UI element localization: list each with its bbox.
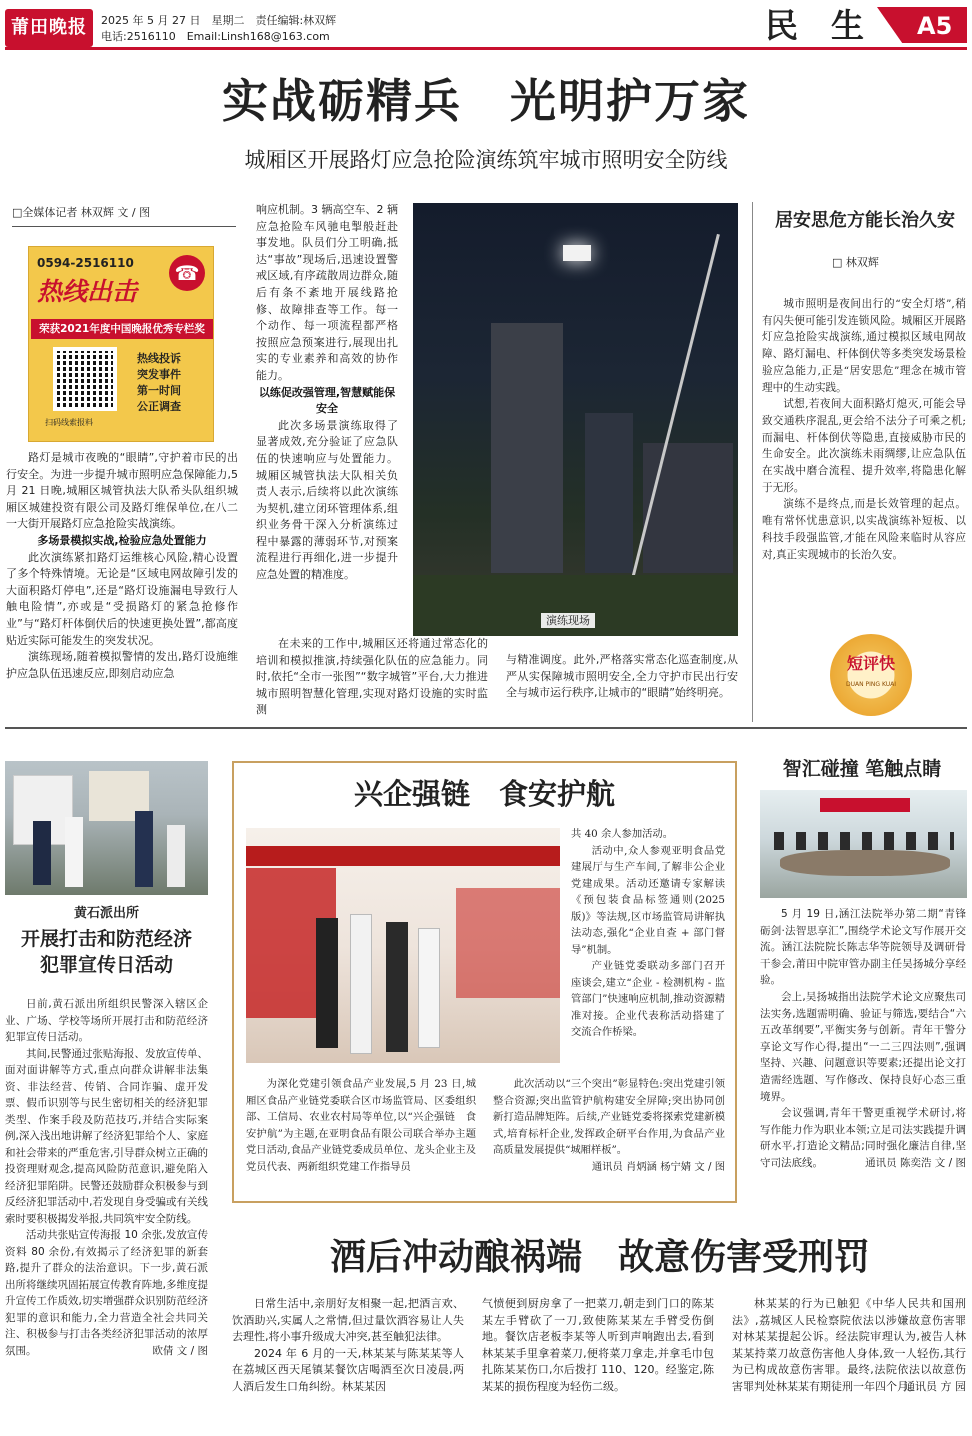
masthead xyxy=(5,5,967,49)
paragraph: 日前,黄石派出所组织民警深入辖区企业、广场、学校等场所开展打击和防范经济犯罪宣传日活动。 xyxy=(5,998,208,1043)
case-column-2 xyxy=(482,1296,714,1396)
section-name: 民 生 xyxy=(765,6,864,45)
byline-rule xyxy=(12,226,236,227)
lead-subhead-1: 多场景模拟实战,检验应急处置能力 xyxy=(37,533,207,547)
paragraph: 演练现场,随着模拟警情的发出,路灯设施维护应急队伍迅速反应,即刻启动应急 xyxy=(6,650,238,680)
paragraph: 与精准调度。此外,严格落实常态化巡查制度,从严从实保障城市照明安全,全力守护市民出行安全与城市运行秩序,让城市的“眼睛”始终明亮。 xyxy=(506,653,738,700)
hotline-box xyxy=(28,246,214,442)
hotline-title: 热线出击 xyxy=(37,277,138,306)
section-rule xyxy=(5,727,967,729)
photo-caption: 演练现场 xyxy=(541,613,595,628)
lead-subheadline: 城厢区开展路灯应急抢险演练筑牢城市照明安全防线 xyxy=(244,148,728,172)
court-credit: 通讯员 陈奕浩 文 / 图 xyxy=(865,1156,966,1169)
hotline-item: 突发事件 xyxy=(137,368,181,381)
qr-code xyxy=(53,347,117,411)
police-title-line-2: 犯罪宣传日活动 xyxy=(39,954,173,976)
paragraph: 会上,吴扬城指出法院学术论文应聚焦司法实务,选题需明确、验证与筛选,要结合“六五改革纲要”,平衡实务与创新。青年干警分享论文写作心得,提出“一二三四法则”,强调坚持、兴趣、问题意识等要素;还提出论文打造需经选题、写作修改、保持良好心态三重境界。 xyxy=(760,990,966,1103)
court-title: 智汇碰撞 笔触点睛 xyxy=(782,758,942,780)
hotline-item: 公正调查 xyxy=(137,400,181,413)
phone-icon: ☎ xyxy=(169,255,205,291)
court-body xyxy=(760,906,966,1172)
paragraph: 演练不是终点,而是长效管理的起点。唯有常怀忧患意识,以实战演练补短板、以科技手段强监管,才能在风险来临时从容应对,真正实现城市的长治久安。 xyxy=(762,498,966,561)
paragraph: 活动共张贴宣传海报 10 余张,发放宣传资料 80 余份,有效揭示了经济犯罪的新套路,提升了群众的法治意识。下一步,黄石派出所将继续巩固拓展宣传教育阵地,多维度提升宣传工作质效,切实增强群众识别防范经济犯罪的意识和能力,全力营造全社会共同关注、积极参与打击各类经济犯罪活动的浓厚氛围。 xyxy=(5,1229,208,1357)
commentary-author: □ 林双辉 xyxy=(832,256,879,269)
case-credit: 通讯员 方 园 xyxy=(904,1379,966,1393)
commentary-body xyxy=(762,296,966,563)
logo-text: 短评快 xyxy=(846,654,895,673)
paragraph: 此次多场景演练取得了显著成效,充分验证了应急队伍的快速响应与处置能力。城厢区城管执法大队相关负责人表示,后续将以此次演练为契机,建立闭环管理体系,组织业务骨干深入分析演练过程中暴露的薄弱环节,对预案流程进行再细化,进一步提升应急处置的精准度。 xyxy=(256,418,398,582)
lead-byline: □全媒体记者 林双辉 文 / 图 xyxy=(12,206,151,219)
lead-subhead-2: 以练促改强管理,智慧赋能保安全 xyxy=(258,385,396,416)
commentary-title: 居安思危方能长治久安 xyxy=(775,210,955,231)
paragraph: 共 40 余人参加活动。 xyxy=(571,828,674,840)
paragraph: 试想,若夜间大面积路灯熄灭,可能会导致交通秩序混乱,更会给不法分子可乘之机;而漏电、杆体倒伏等隐患,直接威胁市民的生命安全。此次演练未雨绸缪,让应急队伍在实战中磨合流程、提升效率,将隐患化解于无形。 xyxy=(762,398,966,494)
contact-line: 电话:2516110 Email:Linsh168@163.com xyxy=(101,30,330,43)
court-photo xyxy=(760,790,967,898)
case-title: 酒后冲动酿祸端 故意伤害受刑罚 xyxy=(329,1237,870,1278)
case-column-3 xyxy=(732,1296,966,1396)
food-credit: 通讯员 肖炳涵 杨宁婧 文 / 图 xyxy=(591,1160,725,1173)
paragraph: 此次演练紧扣路灯运维核心风险,精心设置了多个特殊情境。无论是“区域电网故障引发的大面积路灯停电”,还是“路灯设施漏电导致行人触电险情”,亦或是“受损路灯的紧急抢修作业”与“路灯杆体倒伏后的快速更换处置”,都高度贴近实际可能发生的突发状况。 xyxy=(6,550,238,647)
commentary-divider xyxy=(752,202,753,722)
hotline-item: 热线投诉 xyxy=(137,352,181,365)
night-drill-photo xyxy=(413,203,738,636)
paper-logo: 莆田晚报 xyxy=(5,9,93,47)
hotline-item: 第一时间 xyxy=(137,384,181,397)
paragraph: 路灯是城市夜晚的“眼睛”,守护着市民的出行安全。为进一步提升城市照明应急保障能力,5 月 21 日晚,城厢区城管执法大队希头队组织城厢区城建投资有限公司及路灯维保单位,在八二一大街开展路灯应急抢险实战演练。 xyxy=(6,451,238,531)
lead-continuation-1 xyxy=(256,636,488,719)
masthead-rule xyxy=(5,47,967,50)
paragraph: 其间,民警通过张贴海报、发放宣传单、面对面讲解等方式,重点向群众讲解非法集资、非法经营、传销、合同诈骗、虚开发票、假币识别等与民生密切相关的经济犯罪类型、作案手段及防范技巧,并结合实际案例,深入浅出地讲解了经济犯罪给个人、家庭和社会带来的严重危害,引导群众树立正确的投资理财观念,提高风险防范意识,避免陷入经济犯罪陷阱。民警还鼓励群众积极参与到反经济犯罪活动中,若发现自身受骗或有关线索时要积极揭发举报,共同筑牢安全防线。 xyxy=(5,1047,208,1225)
lead-column-2 xyxy=(256,202,398,584)
paragraph: 林某某的行为已触犯《中华人民共和国刑法》,荔城区人民检察院依法以涉嫌故意伤害罪对林某某提起公诉。经法院审理认为,被告人林某某持菜刀故意伤害他人身体,致一人轻伤,其行为已构成故意伤害罪。最终,法院依法以故意伤害罪判处林某某有期徒刑一年四个月。 xyxy=(732,1297,966,1393)
lead-headline: 实战砺精兵 光明护万家 xyxy=(222,74,750,128)
police-credit: 欧倩 文 / 图 xyxy=(152,1344,208,1357)
issue-date: 2025 年 5 月 27 日 星期二 责任编辑:林双辉 xyxy=(101,14,337,27)
qr-label: 扫码线索报料 xyxy=(45,418,93,427)
lead-continuation-2 xyxy=(506,652,738,702)
food-body-left xyxy=(246,1076,476,1175)
police-title-line-1: 开展打击和防范经济 xyxy=(20,928,192,950)
case-column-1 xyxy=(232,1296,464,1396)
police-body xyxy=(5,996,208,1359)
paragraph: 活动中,众人参观亚明食品党建展厅与生产车间,了解非公企业党建成果。活动还邀请专家解读《预包装食品标签通则(2025 版)》等法规,区市场监管局讲解执法动态,强化“企业自查 + 部门督导”机制。 xyxy=(571,844,725,956)
paragraph: 2024 年 6 月的一天,林某某与陈某某等人在荔城区西天尾镇某餐饮店喝酒至次日凌晨,两人酒后发生口角纠纷。林某某因 xyxy=(232,1346,464,1393)
food-body-right-top xyxy=(571,826,725,1041)
hotline-award: 荣获2021年度中国晚报优秀专栏奖 xyxy=(31,319,213,339)
logo-subtext: DUAN PING KUAI xyxy=(846,681,896,688)
lead-column-1 xyxy=(6,450,238,682)
paragraph: 日常生活中,亲朋好友相聚一起,把酒言欢、饮酒助兴,实属人之常情,但过量饮酒容易让人失去理性,将小事升级成大冲突,甚至触犯法律。 xyxy=(232,1297,464,1344)
police-org: 黄石派出所 xyxy=(73,906,139,921)
food-photo xyxy=(246,828,560,1063)
paragraph: 响应机制。3 辆高空车、2 辆应急抢险车风驰电掣般赶赴事发地。队员们分工明确,抵达“事故”现场后,迅速设置警戒区域,有序疏散周边群众,随后有条不紊地开展线路抢修、故障排查等工作。每一个动作、每一项流程都严格按照应急预案进行,展现出扎实的专业素养和高效的协作能力。 xyxy=(256,203,398,382)
paragraph: 5 月 19 日,涵江法院举办第二期“青锋砺剑·法智思享汇”,围绕学术论文写作展开交流。涵江法院院长陈志华等院领导及调研骨干参会,莆田中院审管办副主任吴扬城分享经验。 xyxy=(760,908,966,987)
paragraph: 产业链党委联动多部门召开座谈会,建立“企业 - 检测机构 - 监管部门”快速响应机制,推动资源精准对接。企业代表称活动搭建了交流合作桥梁。 xyxy=(571,960,725,1038)
paragraph: 为深化党建引领食品产业发展,5 月 23 日,城厢区食品产业链党委联合区市场监管局、区委组织部、工信局、农业农村局等单位,以“兴企强链 食安护航”为主题,在亚明食品有限公司联合举办主题党日活动,食品产业链党委成员单位、龙头企业主及党员代表、两新组织党建工作指导员 xyxy=(246,1078,476,1173)
paragraph: 在未来的工作中,城厢区还将通过常态化的培训和模拟推演,持续强化队伍的应急能力。同时,依托“全市一张图”“数字城管”平台,大力推进城市照明智慧化管理,实现对路灯设施的实时监测 xyxy=(256,637,488,717)
paragraph: 城市照明是夜间出行的“安全灯塔”,稍有闪失便可能引发连锁风险。城厢区开展路灯应急抢险实战演练,通过模拟区域电网故障、路灯漏电、杆体倒伏等多类突发场景检验应急能力,正是“居安思危”理念在城市管理中的生动实践。 xyxy=(762,298,966,394)
food-body-right-bottom xyxy=(493,1076,725,1175)
paragraph: 气愤便到厨房拿了一把菜刀,朝走到门口的陈某某左手臂砍了一刀,致使陈某某左手臂受伤倒地。餐饮店老板李某等人听到声响跑出去,看到林某某手里拿着菜刀,便将菜刀拿走,并拿毛巾包扎陈某某伤口,尔后拨打 110、120。经鉴定,陈某某的损伤程度为轻伤二级。 xyxy=(482,1297,714,1393)
commentary-logo xyxy=(830,634,912,716)
paragraph: 会议强调,青年干警更重视学术研讨,将写作能力作为职业本领;立足司法实践提升调研水平,打造论文精品;同时强化廉洁自律,坚守司法底线。 xyxy=(760,1107,966,1169)
paragraph: 此次活动以“三个突出”彰显特色:突出党建引领整合资源;突出监管护航构建安全屏障;突出协同创新打造品牌矩阵。后续,产业链党委将探索党建新模式,培育标杆企业,发挥政企研平台作用,为食品产业高质量发展提供“城厢样板”。 xyxy=(493,1078,725,1156)
page-number: A5 xyxy=(917,12,953,40)
hotline-phone: 0594-2516110 xyxy=(37,256,134,270)
food-title: 兴企强链 食安护航 xyxy=(353,777,615,811)
police-photo xyxy=(5,761,208,895)
